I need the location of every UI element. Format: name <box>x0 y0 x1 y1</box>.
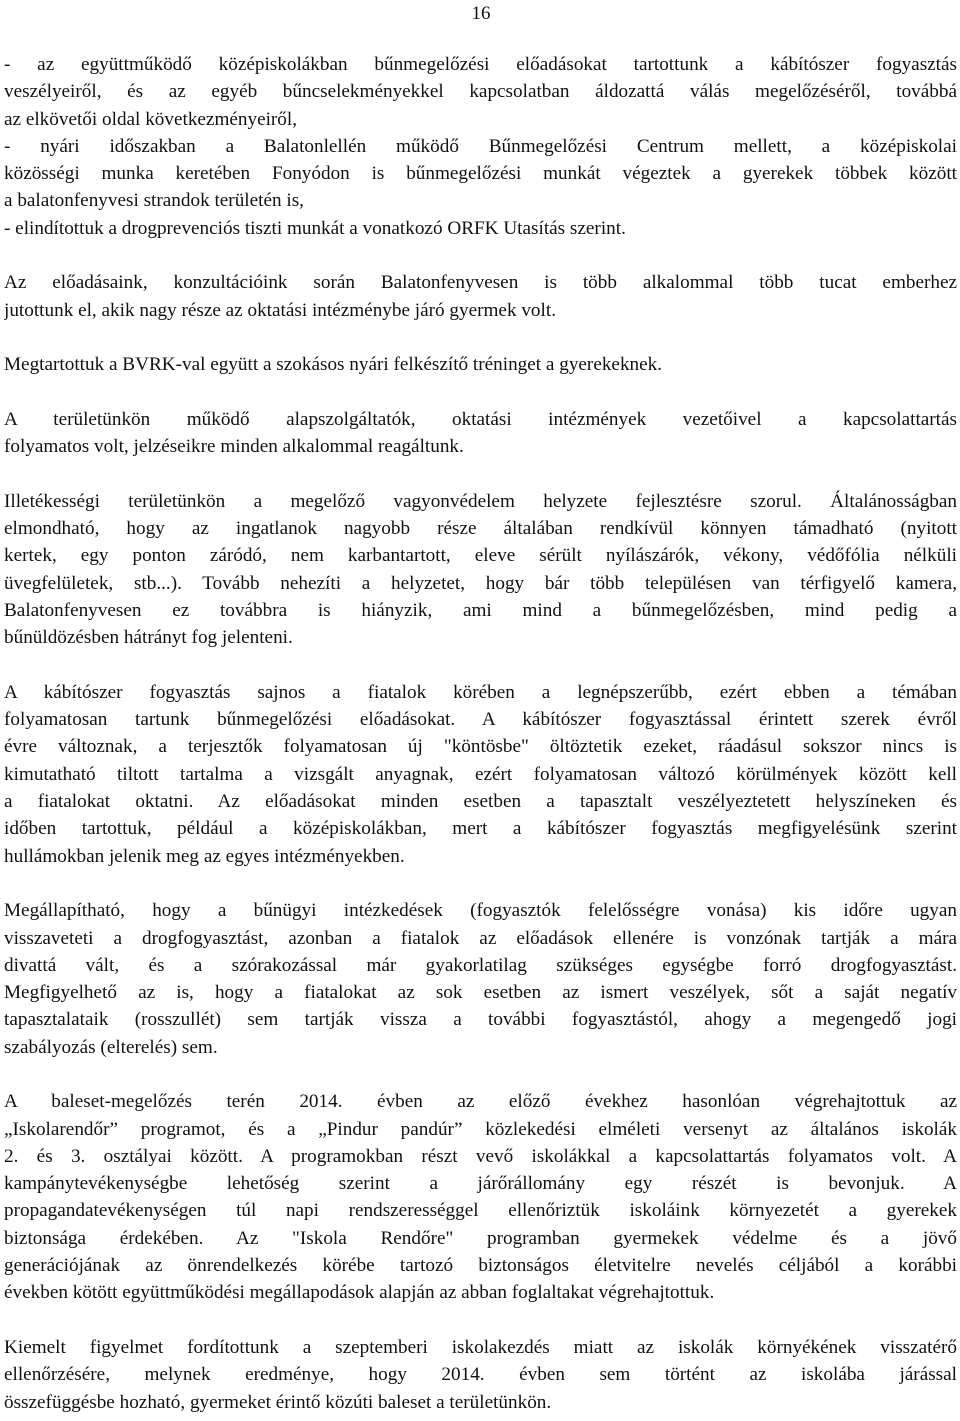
text-line: biztonsága érdekében. Az "Iskola Rendőre" programban gyermekek védelme és a jövő <box>4 1227 957 1249</box>
paragraph <box>4 351 957 378</box>
text-line: összefüggésbe hozható, gyermeket érintő közúti baleset a területünkön. <box>4 1391 552 1413</box>
text-line: időben tartottuk, például a középiskolákban, mert a kábítószer fogyasztás megfigyelésünk szerint <box>4 818 957 840</box>
text-line: bűnüldözésben hátrányt fog jelenteni. <box>4 627 293 649</box>
text-line: üvegfelületek, stb...). Tovább nehezíti a helyzetet, hogy bár több településen van térfigyelő kamera, <box>4 572 957 594</box>
text-line: az elkövetői oldal következményeiről, <box>4 108 298 130</box>
document-body <box>4 51 957 1416</box>
text-line: Illetékességi területünkön a megelőző vagyonvédelem helyzete fejlesztésre szorul. Általánosságban <box>4 490 957 512</box>
text-line: évre változnak, a terjesztők folyamatosan új "köntösbe" öltöztetik ezeket, ráadásul sokszor nincs is <box>4 736 957 758</box>
text-line: „Iskolarendőr” programot, és a „Pindur pandúr” közlekedési elméleti versenyt az általános iskolák <box>4 1118 957 1140</box>
text-line: 2. és 3. osztályai között. A programokban részt vevő iskolákkal a kapcsolattartás folyamatos volt. A <box>4 1145 957 1167</box>
text-line: A baleset-megelőzés terén 2014. évben az előző évekhez hasonlóan végrehajtottuk az <box>4 1091 957 1113</box>
text-line: - nyári időszakban a Balatonlellén működő Bűnmegelőzési Centrum mellett, a középiskolai <box>4 135 957 157</box>
text-line: a balatonfenyvesi strandok területén is, <box>4 190 304 212</box>
text-line: években kötött együttműködési megállapodások alapján az abban foglaltakat végrehajtottuk. <box>4 1282 715 1304</box>
text-line: Megtartottuk a BVRK-val együtt a szokásos nyári felkészítő tréninget a gyerekeknek. <box>4 354 663 376</box>
text-line: generációjának az önrendelkezés körébe tartozó biztonságos életvitelre nevelés céljából a korábbi <box>4 1255 957 1277</box>
text-line: Kiemelt figyelmet fordítottunk a szeptemberi iskolakezdés miatt az iskolák környékének visszatérő <box>4 1336 957 1358</box>
paragraph <box>4 269 957 324</box>
text-line: A területünkön működő alapszolgáltatók, oktatási intézmények vezetőivel a kapcsolattartás <box>4 408 957 430</box>
text-line: közösségi munka keretében Fonyódon is bűnmegelőzési munkát végeztek a gyerekek többek között <box>4 163 957 185</box>
paragraph <box>4 488 957 652</box>
text-line: visszaveteti a drogfogyasztást, azonban a fiatalok az előadások ellenére is vonzónak tartják a mára <box>4 927 957 949</box>
text-line: kampánytevékenységbe lehetőség szerint a járőrállomány egy részét is bevonjuk. A <box>4 1173 957 1195</box>
text-line: ellenőrzésére, melynek eredménye, hogy 2014. évben sem történt az iskolába járással <box>4 1364 957 1386</box>
text-line: Megállapítható, hogy a bűnügyi intézkedések (fogyasztók felelősségre vonása) kis időre ugyan <box>4 900 957 922</box>
text-line: elmondható, hogy az ingatlanok nagyobb része általában rendkívül könnyen támadható (nyitott <box>4 518 957 540</box>
text-line: - az együttműködő középiskolákban bűnmegelőzési előadásokat tartottunk a kábítószer fogyasztás <box>4 54 957 75</box>
text-line: hullámokban jelenik meg az egyes intézményekben. <box>4 845 405 867</box>
paragraph <box>4 1088 957 1306</box>
text-line: propagandatevékenységen túl napi rendszerességgel ellenőriztük iskoláink környezetét a gyerekek <box>4 1200 957 1222</box>
paragraph <box>4 51 957 242</box>
text-line: jutottunk el, akik nagy része az oktatási intézménybe járó gyermek volt. <box>4 299 556 321</box>
text-line: a fiatalokat oktatni. Az előadásokat minden esetben a tapasztalt veszélyeztetett helyszíneken és <box>4 791 957 813</box>
text-line: kimutatható tiltott tartalma a vizsgált anyagnak, ezért folyamatosan változó körülmények között kell <box>4 763 957 785</box>
paragraph <box>4 897 957 1061</box>
text-line: A kábítószer fogyasztás sajnos a fiatalok körében a legnépszerűbb, ezért ebben a témában <box>4 681 957 703</box>
text-line: divattá vált, és a szórakozással már gyakorlatilag szükséges egységbe forró drogfogyasztást. <box>4 954 957 976</box>
page-number: 16 <box>471 3 491 24</box>
text-line: Balatonfenyvesen ez továbbra is hiányzik, ami mind a bűnmegelőzésben, mind pedig a <box>4 599 957 621</box>
paragraph <box>4 679 957 870</box>
text-line: szabályozás (elterelés) sem. <box>4 1036 218 1058</box>
text-line: tapasztalataik (rosszullét) sem tartják vissza a további fogyasztástól, ahogy a megengedő jogi <box>4 1009 957 1031</box>
text-line: veszélyeiről, és az egyéb bűncselekményekkel kapcsolatban áldozattá válás megelőzéséről, továbbá <box>4 81 957 103</box>
text-line: Az előadásaink, konzultációink során Balatonfenyvesen is több alkalommal több tucat emberhez <box>4 272 957 294</box>
text-line: - elindítottuk a drogprevenciós tiszti munkát a vonatkozó ORFK Utasítás szerint. <box>4 217 626 239</box>
text-line: Megfigyelhető az is, hogy a fiatalokat az sok esetben az ismert veszélyek, sőt a saját negatív <box>4 982 957 1004</box>
text-line: kertek, egy ponton záródó, nem karbantartott, eleve sérült nyílászárók, vékony, védőfólia nélküli <box>4 545 957 567</box>
paragraph <box>4 1334 957 1416</box>
text-line: folyamatosan tartunk bűnmegelőzési előadásokat. A kábítószer fogyasztással érintett szerek évről <box>4 709 957 731</box>
text-line: folyamatos volt, jelzéseikre minden alkalommal reagáltunk. <box>4 436 464 458</box>
paragraph <box>4 406 957 461</box>
